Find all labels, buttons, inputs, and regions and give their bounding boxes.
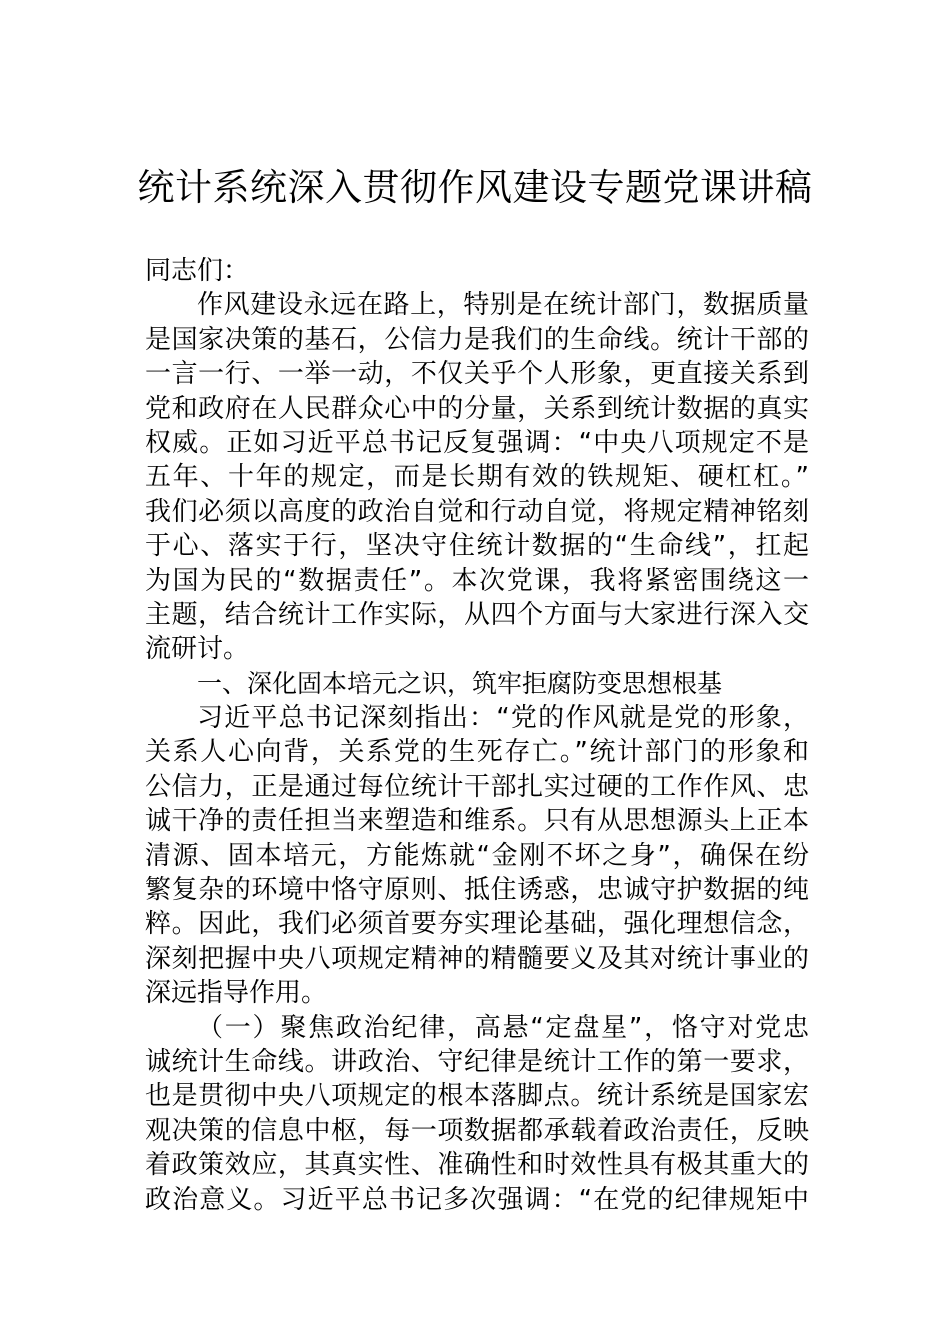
body-text-line: 也是贯彻中央八项规定的根本落脚点。统计系统是国家宏 xyxy=(145,1081,809,1112)
body-text-line: （一）聚焦政治纪律，高悬“定盘星”，恪守对党忠 xyxy=(197,1012,809,1043)
body-text-line: 作风建设永远在路上，特别是在统计部门，数据质量 xyxy=(197,290,809,321)
body-text-line: 深刻把握中央八项规定精神的精髓要义及其对统计事业的 xyxy=(145,943,809,974)
body-text-line: 诚干净的责任担当来塑造和维系。只有从思想源头上正本 xyxy=(145,806,809,837)
body-text-line: 粹。因此，我们必须首要夯实理论基础，强化理想信念， xyxy=(145,909,809,940)
document-body xyxy=(145,254,809,1217)
body-text-line: 着政策效应，其真实性、准确性和时效性具有极其重大的 xyxy=(145,1150,809,1181)
body-text-line: 我们必须以高度的政治自觉和行动自觉，将规定精神铭刻 xyxy=(145,496,809,527)
body-text-line: 一言一行、一举一动，不仅关乎个人形象，更直接关系到 xyxy=(145,359,809,390)
body-text-line: 为国为民的“数据责任”。本次党课，我将紧密围绕这一 xyxy=(145,565,809,596)
body-text-line: 观决策的信息中枢，每一项数据都承载着政治责任，反映 xyxy=(145,1115,809,1146)
body-text-line: 五年、十年的规定，而是长期有效的铁规矩、硬杠杠。” xyxy=(145,462,809,493)
body-text-line: 关系人心向背，关系党的生死存亡。”统计部门的形象和 xyxy=(145,737,809,768)
body-text-line: 政治意义。习近平总书记多次强调：“在党的纪律规矩中 xyxy=(145,1184,809,1215)
body-text-line: 诚统计生命线。讲政治、守纪律是统计工作的第一要求， xyxy=(145,1046,809,1077)
document-title: 统计系统深入贯彻作风建设专题党课讲稿 xyxy=(137,166,813,209)
body-text-line: 同志们： xyxy=(145,256,250,286)
body-text-line: 清源、固本培元，方能炼就“金刚不坏之身”，确保在纷 xyxy=(145,840,809,871)
body-text-line: 繁复杂的环境中恪守原则、抵住诱惑，忠诚守护数据的纯 xyxy=(145,875,809,906)
body-text-line: 主题，结合统计工作实际，从四个方面与大家进行深入交 xyxy=(145,599,809,630)
section-heading: 一、深化固本培元之识，筑牢拒腐防变思想根基 xyxy=(197,668,723,698)
body-text-line: 党和政府在人民群众心中的分量，关系到统计数据的真实 xyxy=(145,393,809,424)
body-text-line: 流研讨。 xyxy=(145,634,250,665)
body-text-line: 公信力，正是通过每位统计干部扎实过硬的工作作风、忠 xyxy=(145,771,809,802)
body-text-line: 深远指导作用。 xyxy=(145,978,328,1009)
body-text-line: 习近平总书记深刻指出：“党的作风就是党的形象， xyxy=(197,703,809,734)
body-text-line: 是国家决策的基石，公信力是我们的生命线。统计干部的 xyxy=(145,324,809,355)
body-text-line: 权威。正如习近平总书记反复强调：“中央八项规定不是 xyxy=(145,427,809,458)
body-text-line: 于心、落实于行，坚决守住统计数据的“生命线”，扛起 xyxy=(145,531,809,562)
